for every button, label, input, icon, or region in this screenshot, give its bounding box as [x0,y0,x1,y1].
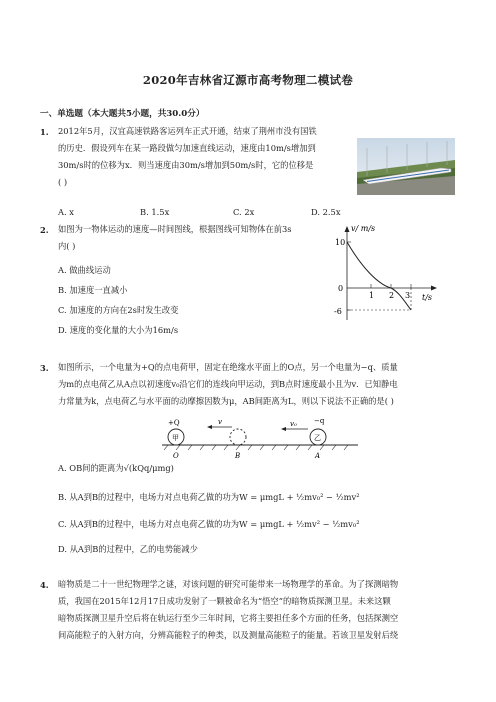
question-4-line: 暗物质是二十一世纪物理学之谜，对该问题的研究可能带来一场物理学的革命。为了探测暗物 [58,579,399,589]
charge-jia-sign: +Q [168,419,180,427]
question-1-number: 1. [40,127,49,137]
question-4-number: 4. [40,580,49,590]
velocity-label: v [218,418,222,426]
point-a: A [315,452,321,460]
option-c[interactable]: C. 2x [233,207,255,217]
velocity-curve [347,242,411,310]
question-1-line: 2012年5月，汉宜高速铁路客运列车正式开通，结束了荆州市没有国铁 [58,126,317,136]
point-b: B [235,452,241,460]
question-1-line: ( ) [58,177,68,187]
question-1-line: 的历史．假设列车在某一路段做匀加速直线运动，速度由10m/s增加到 [58,143,316,153]
question-2-line: 如图为一物体运动的速度—时间图线，根据图线可知物体在前3s [58,224,292,234]
question-3-line: 为m的点电荷乙从A点以初速度v₀沿它们的连线向甲运动，到B点时速度最小且为v．已知静电 [58,379,398,389]
charge-yi-sign: −q [314,417,325,425]
question-4-text [58,579,398,641]
option-d[interactable]: D. 速度的变化量的大小为16m/s [58,325,179,335]
question-1-text [58,126,317,188]
charge-jia-label: 甲 [172,434,179,442]
y-tick-10: 10 [335,238,346,247]
graph-xlabel: t/s [422,293,433,302]
option-c[interactable]: C. 加速度的方向在2s时发生改变 [58,305,179,315]
y-tick-neg6: -6 [334,307,342,316]
question-2-options [58,264,178,336]
option-b[interactable]: B. 从A到B的过程中，电场力对点电荷乙做的功为W = μmgL + ½mv₀² − ½mv² [58,492,360,502]
option-a[interactable]: A. x [58,207,74,217]
question-1-line: 30m/s时的位移为x．则当速度由30m/s增加到50m/s时，它的位移是 [58,160,314,170]
initial-velocity-label: v₀ [290,420,297,428]
option-b[interactable]: B. 加速度一直减小 [58,285,128,295]
charge-yi-label: 乙 [314,434,321,442]
question-3-line: 如图所示，一个电量为+Q的点电荷甲，固定在绝缘水平面上的O点，另一个电量为−q、质量 [58,362,398,372]
question-3-text [58,362,398,407]
option-c[interactable]: C. 从A到B的过程中，电场力对点电荷乙做的功为W = μmgL + ½mv² − ½mv₀² [58,519,360,529]
section-heading: 一、单选题（本大题共5小题，共30.0分） [40,109,205,119]
y-tick-0: 0 [338,284,344,293]
option-d[interactable]: D. 从A到B的过程中，乙的电势能减少 [58,544,198,554]
option-a[interactable]: A. 做曲线运动 [58,265,111,275]
option-b[interactable]: B. 1.5x [140,207,170,217]
graph-ylabel: v/ m/s [351,224,376,233]
question-3-number: 3. [40,363,49,373]
question-3-line: 力常量为k，点电荷乙与水平面的动摩擦因数为μ，AB间距离为L，则以下说法不正确的是( ) [58,396,394,406]
x-tick-2: 2 [389,291,395,300]
question-2-line: 内( ) [58,241,76,251]
question-2-text [58,224,292,252]
x-tick-1: 1 [369,291,375,300]
exam-title: 2020年吉林省辽源市高考物理二模试卷 [142,73,354,87]
option-d[interactable]: D. 2.5x [311,207,341,217]
option-a[interactable]: A. OB间的距离为√(kQq/μmg) [58,463,174,473]
velocity-time-graph [325,222,440,322]
charge-at-b [230,429,246,445]
question-2-number: 2. [40,225,49,235]
question-4-line: 间高能粒子的入射方向，分辨高能粒子的种类，以及测量高能粒子的能量。若该卫星发射后绕 [58,630,399,640]
point-o: O [173,452,179,460]
train-photo [357,138,455,195]
x-tick-3: 3 [405,291,411,300]
charges-figure [160,415,360,461]
question-3-options [58,462,360,555]
question-4-line: 暗物质探测卫星升空后将在轨运行至少三年时间，它将主要担任多个方面的任务，包括探测空 [58,613,399,623]
question-4-line: 质，我国在2015年12月17日成功发射了一颗被命名为“悟空”的暗物质探测卫星。未来这颗 [58,596,391,606]
